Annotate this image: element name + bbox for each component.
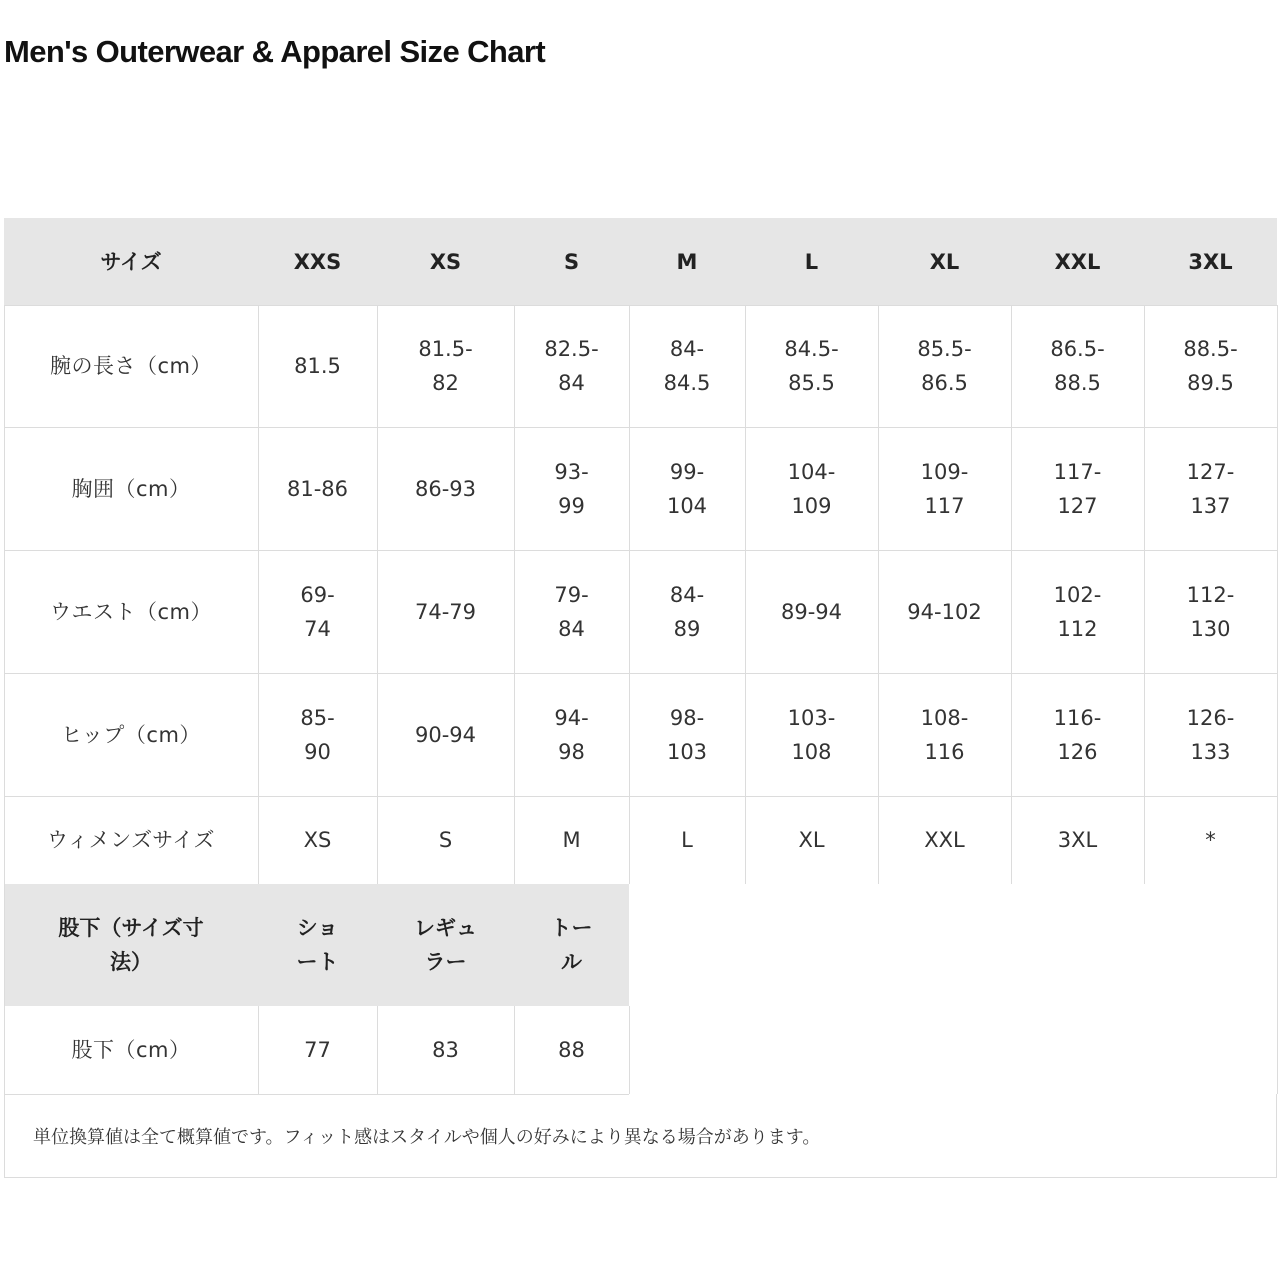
hip-row-cell (629, 673, 745, 796)
chest-row-cell-text: 104- 109 (787, 459, 836, 518)
size-header-m (629, 218, 745, 305)
chest-row-cell-text: 93- 99 (554, 459, 589, 518)
chest-row-cell-text: 117- 127 (1053, 459, 1102, 518)
size-header-xxs-text: XXS (293, 249, 342, 274)
waist-row-cell-text: 89-94 (780, 599, 843, 624)
size-header-xl (878, 218, 1011, 305)
sleeve-length-row-cell (1011, 305, 1144, 427)
inseam-cell-text: 77 (304, 1038, 331, 1062)
sleeve-length-row-cell-text: 84- 84.5 (663, 337, 711, 395)
chest-row-cell (514, 427, 629, 550)
womens-size-row-cell-text: * (1205, 828, 1216, 852)
footnote: 単位換算値は全て概算値です。フィット感はスタイルや個人の好みにより異なる場合があります。 (4, 1094, 1277, 1178)
table-divider (1144, 305, 1145, 884)
table-divider (258, 1006, 259, 1094)
table-divider (745, 305, 746, 884)
table-divider (1277, 305, 1278, 884)
hip-row-cell (878, 673, 1011, 796)
sleeve-length-row-cell (258, 305, 377, 427)
chest-row-cell-text: 99- 104 (666, 459, 708, 518)
sleeve-length-row-label (4, 305, 258, 427)
sleeve-length-row-cell (514, 305, 629, 427)
size-header-xs (377, 218, 514, 305)
table-divider (4, 673, 1277, 674)
page-title: Men's Outerwear & Apparel Size Chart (4, 34, 546, 69)
sleeve-length-row-cell-text: 85.5- 86.5 (917, 337, 972, 395)
waist-row-cell-text: 74-79 (414, 599, 477, 624)
sleeve-length-row-label-text: 腕の長さ（cm） (49, 354, 212, 378)
size-header-l (745, 218, 878, 305)
womens-size-row-cell (258, 796, 377, 884)
size-header-m-text: M (676, 249, 698, 274)
waist-row-cell-text: 94-102 (907, 599, 982, 624)
inseam-cell-text: 88 (558, 1038, 585, 1062)
waist-row-cell (878, 550, 1011, 673)
sleeve-length-row-cell-text: 81.5 (294, 354, 341, 378)
womens-size-row-cell (878, 796, 1011, 884)
sleeve-length-row-cell-text: 82.5- 84 (544, 337, 599, 395)
sleeve-length-row-cell-text: 86.5- 88.5 (1050, 337, 1105, 395)
chest-row-cell-text: 127- 137 (1186, 459, 1235, 518)
table-divider (258, 305, 259, 884)
table-divider (4, 427, 1277, 428)
hip-row-cell (258, 673, 377, 796)
womens-size-row-cell-text: XXL (924, 828, 965, 852)
womens-size-row-label-text: ウィメンズサイズ (46, 828, 215, 852)
chest-row-cell (1144, 427, 1277, 550)
chest-row-cell (258, 427, 377, 550)
waist-row-cell (377, 550, 514, 673)
waist-row-cell-text: 79- 84 (554, 582, 589, 641)
size-header-label (4, 218, 258, 305)
chest-row-label (4, 427, 258, 550)
waist-row-label-text: ウエスト（cm） (49, 599, 212, 624)
table-divider (629, 1006, 630, 1094)
inseam-header-short-text: ショ ート (296, 916, 339, 974)
chest-row-cell (629, 427, 745, 550)
table-divider (4, 1006, 5, 1094)
inseam-header-label-text: 股下（サイズ寸 法） (58, 916, 204, 974)
womens-size-row-cell-text: S (438, 828, 453, 852)
size-header-label-text: サイズ (100, 249, 162, 274)
hip-row-cell (745, 673, 878, 796)
womens-size-row-cell-text: L (681, 828, 693, 852)
table-divider (629, 305, 630, 884)
size-header-l-text: L (804, 249, 819, 274)
chest-row-cell-text: 86-93 (414, 476, 477, 501)
waist-row-cell (1011, 550, 1144, 673)
waist-row-cell-text: 102- 112 (1053, 582, 1102, 641)
table-divider (514, 305, 515, 884)
waist-row-cell (745, 550, 878, 673)
chest-row-cell (377, 427, 514, 550)
hip-row-cell (514, 673, 629, 796)
hip-row-cell-text: 94- 98 (554, 705, 589, 764)
hip-row-cell-text: 126- 133 (1186, 705, 1235, 764)
size-header-s-text: S (563, 249, 580, 274)
table-divider (514, 1006, 515, 1094)
hip-row-cell (1144, 673, 1277, 796)
table-divider (4, 796, 1277, 797)
size-header-xxs (258, 218, 377, 305)
waist-row-cell-text: 69- 74 (300, 582, 335, 641)
table-divider (1277, 884, 1278, 1094)
table-divider (377, 305, 378, 884)
table-divider (4, 305, 1277, 306)
hip-row-label (4, 673, 258, 796)
hip-row-cell-text: 108- 116 (920, 705, 969, 764)
inseam-cell-text: 83 (432, 1038, 459, 1062)
sleeve-length-row-cell (629, 305, 745, 427)
table-divider (377, 1006, 378, 1094)
womens-size-row-cell-text: XL (798, 828, 825, 852)
sleeve-length-row-cell-text: 84.5- 85.5 (784, 337, 839, 395)
table-divider (878, 305, 879, 884)
sleeve-length-row-cell (377, 305, 514, 427)
size-header-3xl-text: 3XL (1188, 249, 1233, 274)
inseam-cell (514, 1006, 629, 1094)
chest-row-cell-text: 81-86 (286, 476, 349, 501)
womens-size-row-cell (629, 796, 745, 884)
waist-row-label (4, 550, 258, 673)
size-header-3xl (1144, 218, 1277, 305)
waist-row-cell (1144, 550, 1277, 673)
womens-size-row-cell (1011, 796, 1144, 884)
sleeve-length-row-cell (878, 305, 1011, 427)
hip-row-label-text: ヒップ（cm） (61, 722, 201, 747)
chest-row-cell (745, 427, 878, 550)
waist-row-cell-text: 84- 89 (669, 582, 705, 641)
womens-size-row-cell-text: M (562, 828, 581, 852)
womens-size-row-cell (1144, 796, 1277, 884)
inseam-row-label (4, 1006, 258, 1094)
sleeve-length-row-cell (745, 305, 878, 427)
size-header-xxl (1011, 218, 1144, 305)
inseam-cell (258, 1006, 377, 1094)
inseam-header-label (4, 884, 258, 1006)
size-header-s (514, 218, 629, 305)
womens-size-row-label (4, 796, 258, 884)
hip-row-cell-text: 103- 108 (787, 705, 836, 764)
sleeve-length-row-cell (1144, 305, 1277, 427)
hip-row-cell (377, 673, 514, 796)
sleeve-length-row-cell-text: 81.5- 82 (418, 337, 473, 395)
womens-size-row-cell (514, 796, 629, 884)
hip-row-cell-text: 116- 126 (1053, 705, 1102, 764)
womens-size-row-cell-text: XS (303, 828, 332, 852)
waist-row-cell (258, 550, 377, 673)
waist-row-cell (514, 550, 629, 673)
inseam-row-label-text: 股下（cm） (71, 1038, 191, 1062)
hip-row-cell-text: 90-94 (414, 722, 477, 747)
sleeve-length-row-cell-text: 88.5- 89.5 (1183, 337, 1238, 395)
waist-row-cell (629, 550, 745, 673)
size-header-xxl-text: XXL (1054, 249, 1101, 274)
chest-row-cell-text: 109- 117 (920, 459, 969, 518)
inseam-header-regular-text: レギュ ラー (414, 916, 477, 974)
table-divider (4, 550, 1277, 551)
chest-row-label-text: 胸囲（cm） (71, 476, 191, 501)
inseam-header-regular (377, 884, 514, 1006)
hip-row-cell-text: 85- 90 (300, 705, 335, 764)
womens-size-row-cell (377, 796, 514, 884)
hip-row-cell (1011, 673, 1144, 796)
inseam-cell (377, 1006, 514, 1094)
inseam-header-tall-text: トー ル (550, 916, 593, 974)
chest-row-cell (878, 427, 1011, 550)
chest-row-cell (1011, 427, 1144, 550)
size-header-xs-text: XS (429, 249, 462, 274)
inseam-header-short (258, 884, 377, 1006)
table-divider (1011, 305, 1012, 884)
table-divider (4, 305, 5, 884)
womens-size-row-cell-text: 3XL (1057, 828, 1098, 852)
size-chart-table (4, 218, 1277, 1178)
waist-row-cell-text: 112- 130 (1186, 582, 1235, 641)
hip-row-cell-text: 98- 103 (666, 705, 708, 764)
womens-size-row-cell (745, 796, 878, 884)
table-divider (4, 884, 5, 1006)
size-header-xl-text: XL (929, 249, 960, 274)
inseam-header-tall (514, 884, 629, 1006)
